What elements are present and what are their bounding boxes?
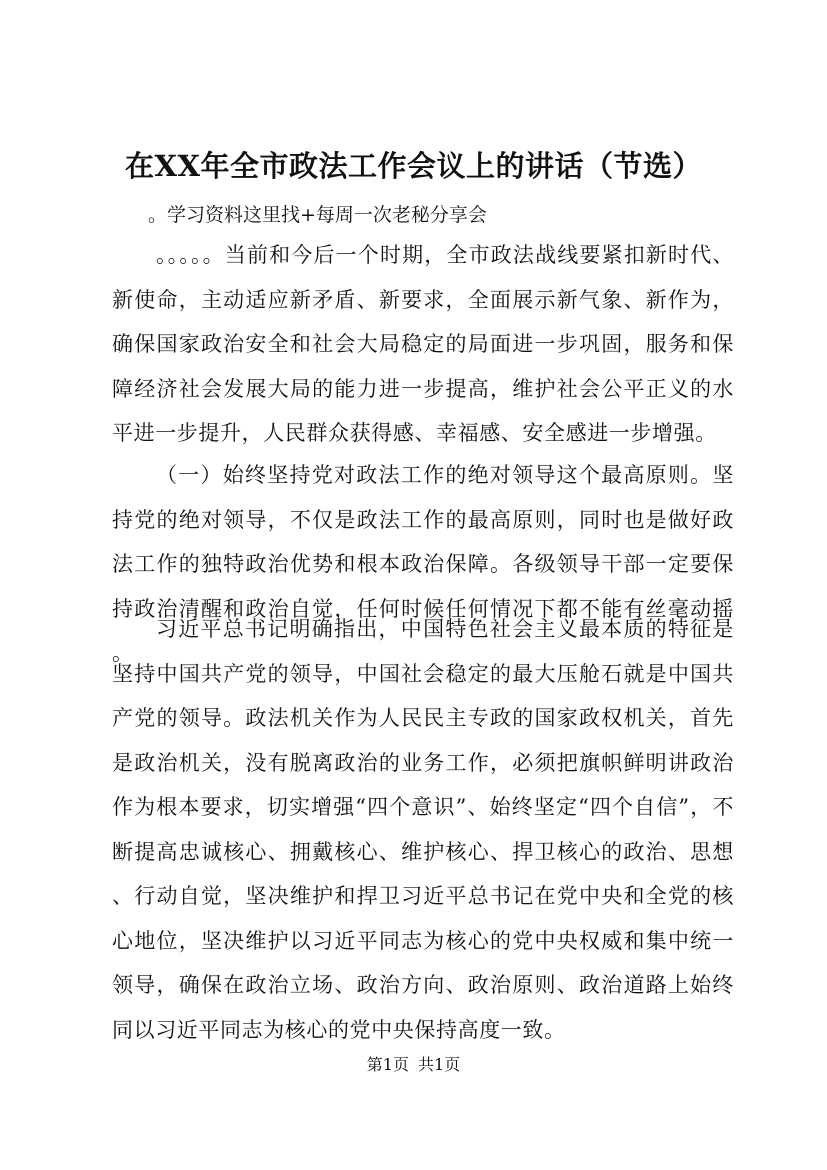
page-footer bbox=[0, 1053, 827, 1077]
paragraph-1: 。。。。。当前和今后一个时期，全市政法战线要紧扣新时代、新使命，主动适应新矛盾、新要求，全面展示新气象、新作为，确保国家政治安全和社会大局稳定的局面进一步巩固，服务和保障经济社会发展大局的能力进一步提高，维护社会公平正义的水平进一步提升，人民群众获得感、幸福感、安全感进一步增强。 bbox=[112, 243, 734, 445]
total-pages: 共1页 bbox=[418, 1055, 461, 1074]
lead-line: 。学习资料这里找+每周一次老秘分享会 bbox=[148, 204, 487, 226]
page-number: 第1页 bbox=[366, 1055, 409, 1074]
page-title: 在XX年全市政法工作会议上的讲话（节选） bbox=[124, 149, 702, 183]
paragraph-2: （一）始终坚持党对政法工作的绝对领导这个最高原则。坚持党的绝对领导，不仅是政法工作的最高原则，同时也是做好政法工作的独特政治优势和根本政治保障。各级领导干部一定要保持政治清醒和政治自觉，任何时候任何情况下都不能有丝毫动摇。 bbox=[112, 463, 734, 665]
paragraph-3: 习近平总书记明确指出，中国特色社会主义最本质的特征是坚持中国共产党的领导，中国社会稳定的最大压舱石就是中国共产党的领导。政法机关作为人民民主专政的国家政权机关，首先是政治机关，没有脱离政治的业务工作，必须把旗帜鲜明讲政治作为根本要求，切实增强“四个意识”、始终坚定“四个自信”，不断提高忠诚核心、拥戴核心、维护核心、捍卫核心的政治、思想、行动自觉，坚决维护和捍卫习近平总书记在党中央和全党的核心地位，坚决维护以习近平同志为核心的党中央权威和集中统一领导，确保在政治立场、政治方向、政治原则、政治道路上始终同以习近平同志为核心的党中央保持高度一致。 bbox=[112, 617, 734, 1042]
